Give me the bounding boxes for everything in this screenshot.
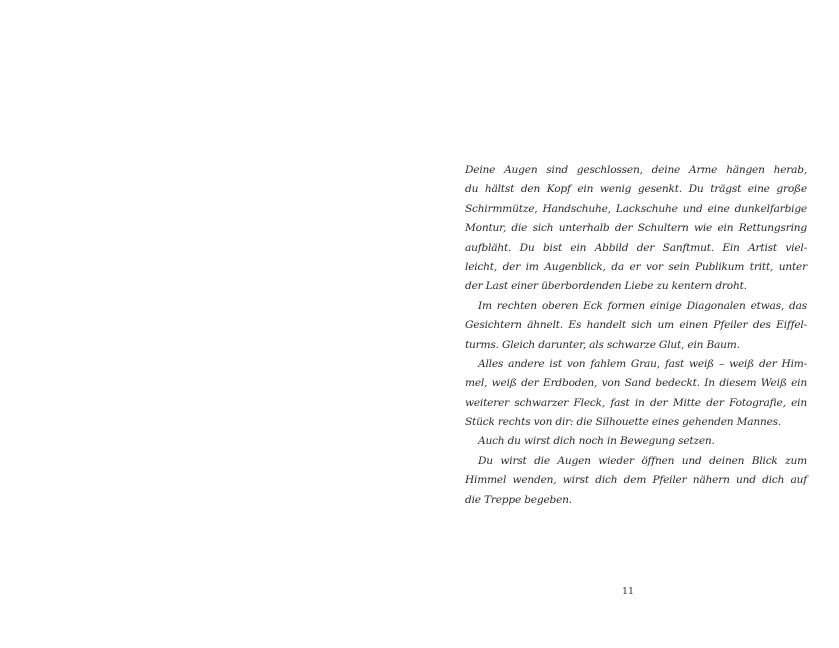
text-line: die Treppe begeben.: [465, 493, 572, 506]
text-line: Im rechten oberen Eck formen einige Diagonalen etwas, das: [478, 299, 807, 312]
text-line: aufbläht. Du bist ein Abbild der Sanftmut. Ein Artist viel-: [465, 241, 807, 254]
text-line: Alles andere ist von fahlem Grau, fast weiß – weiß der Him-: [478, 357, 807, 370]
right-page: [420, 0, 839, 648]
text-line: Deine Augen sind geschlossen, deine Arme hängen herab,: [465, 164, 807, 176]
text-line: Du wirst die Augen wieder öffnen und deinen Blick zum: [478, 454, 807, 467]
text-line: Stück rechts von dir: die Silhouette eines gehenden Mannes.: [465, 416, 782, 429]
text-line: Montur, die sich unterhalb der Schultern wie ein Rettungsring: [465, 222, 807, 235]
text-line: Auch du wirst dich noch in Bewegung setzen.: [478, 435, 715, 448]
text-line: mel, weiß der Erdboden, von Sand bedeckt. In diesem Weiß ein: [465, 377, 807, 390]
text-line: Gesichtern ähnelt. Es handelt sich um einen Pfeiler des Eiffel-: [465, 319, 807, 332]
text-line: weiterer schwarzer Fleck, fast in der Mitte der Fotografie, ein: [465, 396, 807, 409]
text-line: turms. Gleich darunter, als schwarze Glut, ein Baum.: [465, 338, 740, 351]
text-line: leicht, der im Augenblick, da er vor sein Publikum tritt, unter: [465, 260, 807, 273]
body-text: [465, 161, 807, 510]
text-line: du hältst den Kopf ein wenig gesenkt. Du trägst eine große: [465, 183, 807, 196]
text-line: Himmel wenden, wirst dich dem Pfeiler nähern und dich auf: [465, 474, 807, 487]
text-line: der Last einer überbordenden Liebe zu kentern droht.: [465, 280, 747, 293]
text-line: Schirmmütze, Handschuhe, Lackschuhe und eine dunkelfarbige: [465, 202, 807, 215]
page-number: 11: [621, 586, 635, 597]
